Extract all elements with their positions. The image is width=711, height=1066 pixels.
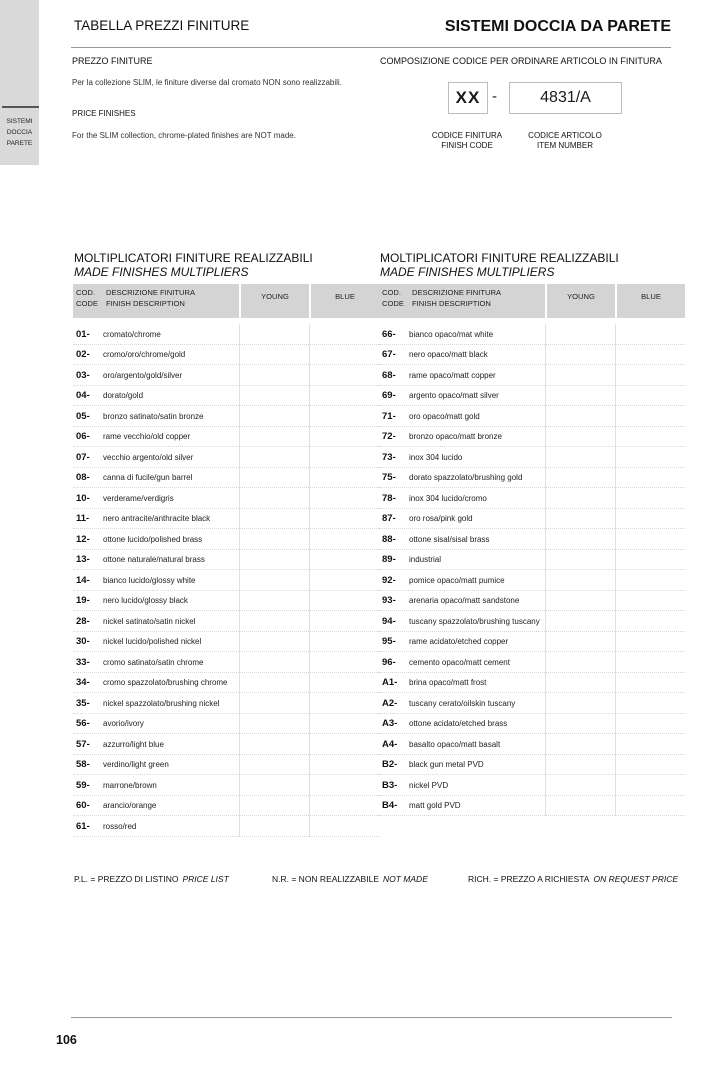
row-young-cell (239, 755, 309, 776)
row-blue-cell (309, 673, 379, 694)
row-code: 66- (382, 328, 396, 340)
row-code: 19- (76, 595, 90, 607)
table-row (73, 652, 379, 673)
row-young-cell (545, 611, 615, 632)
row-description: rame acidato/etched copper (409, 637, 509, 647)
row-code: 13- (76, 554, 90, 566)
row-blue-cell (309, 447, 379, 468)
row-description: cemento opaco/matt cement (409, 657, 510, 667)
row-description: inox 304 lucido (409, 452, 463, 462)
table-row (379, 550, 685, 571)
header-desc: DESCRIZIONE FINITURA FINISH DESCRIPTION (409, 284, 545, 318)
row-description: tuscany spazzolato/brushing tuscany (409, 616, 540, 626)
row-blue-cell (309, 734, 379, 755)
row-blue-cell (615, 796, 685, 817)
table-row (73, 632, 379, 653)
row-description: vecchio argento/old silver (103, 452, 194, 462)
row-blue-cell (309, 427, 379, 448)
row-young-cell (545, 365, 615, 386)
row-code: 08- (76, 472, 90, 484)
finish-code-caption: CODICE FINITURA FINISH CODE (431, 131, 503, 150)
legend-not-made: N.R. = NON REALIZZABILE NOT MADE (272, 874, 428, 884)
row-description: tuscany cerato/oilskin tuscany (409, 698, 516, 708)
row-young-cell (239, 488, 309, 509)
table-row (379, 775, 685, 796)
row-young-cell (545, 775, 615, 796)
header-cod: COD. CODE (73, 284, 103, 318)
table-row (73, 816, 379, 837)
row-description: bronzo satinato/satin bronze (103, 411, 204, 421)
row-code: 04- (76, 390, 90, 402)
row-blue-cell (615, 734, 685, 755)
table-row (379, 796, 685, 817)
row-description: industrial (409, 555, 442, 565)
table-row (73, 755, 379, 776)
row-code: 75- (382, 472, 396, 484)
page-title-right: SISTEMI DOCCIA DA PARETE (444, 18, 671, 35)
composition-heading: COMPOSIZIONE CODICE PER ORDINARE ARTICOLO IN FINITURA (380, 56, 662, 66)
item-number-box: 4831/A (509, 82, 622, 114)
row-code: 95- (382, 636, 396, 648)
row-description: ottone naturale/natural brass (103, 555, 205, 565)
row-young-cell (545, 427, 615, 448)
row-description: canna di fucile/gun barrel (103, 473, 193, 483)
row-young-cell (239, 406, 309, 427)
row-young-cell (239, 796, 309, 817)
table-row (73, 509, 379, 530)
header-young: YOUNG (547, 284, 615, 318)
row-blue-cell (309, 570, 379, 591)
table-row (379, 734, 685, 755)
row-blue-cell (615, 468, 685, 489)
row-description: nickel satinato/satin nickel (103, 616, 196, 626)
row-blue-cell (615, 755, 685, 776)
table-row (379, 468, 685, 489)
row-blue-cell (309, 386, 379, 407)
row-blue-cell (309, 652, 379, 673)
legend-on-request: RICH. = PREZZO A RICHIESTA ON REQUEST PRICE (468, 874, 679, 884)
row-blue-cell (615, 365, 685, 386)
row-young-cell (545, 591, 615, 612)
row-code: 71- (382, 410, 396, 422)
table-row (73, 345, 379, 366)
row-code: 34- (76, 677, 90, 689)
row-blue-cell (615, 509, 685, 530)
row-young-cell (239, 673, 309, 694)
row-description: bronzo opaco/matt bronze (409, 432, 502, 442)
row-code: B2- (382, 759, 398, 771)
row-young-cell (545, 796, 615, 817)
row-code: 89- (382, 554, 396, 566)
table-row (379, 714, 685, 735)
row-blue-cell (309, 529, 379, 550)
row-description: cromo/oro/chrome/gold (103, 350, 186, 360)
header-blue: BLUE (311, 284, 379, 318)
right-table-body (379, 324, 685, 816)
row-description: nero lucido/glossy black (103, 596, 188, 606)
row-young-cell (545, 734, 615, 755)
header-divider (71, 47, 671, 48)
row-code: 07- (76, 451, 90, 463)
right-table-title: MOLTIPLICATORI FINITURE REALIZZABILI MADE FINISHES MULTIPLIERS (380, 251, 619, 279)
row-code: B4- (382, 800, 398, 812)
row-description: oro opaco/matt gold (409, 411, 480, 421)
row-description: dorato/gold (103, 391, 144, 401)
row-code: 01- (76, 328, 90, 340)
row-description: brina opaco/matt frost (409, 678, 487, 688)
row-description: avorio/ivory (103, 719, 144, 729)
table-row (379, 488, 685, 509)
row-code: 10- (76, 492, 90, 504)
row-blue-cell (309, 468, 379, 489)
row-description: verderame/verdigris (103, 493, 174, 503)
row-young-cell (239, 345, 309, 366)
side-tab-label: SISTEMI DOCCIA PARETE (6, 118, 33, 147)
table-row (73, 611, 379, 632)
row-code: 58- (76, 759, 90, 771)
table-row (73, 673, 379, 694)
table-row (379, 632, 685, 653)
row-young-cell (545, 693, 615, 714)
table-row (73, 386, 379, 407)
row-blue-cell (615, 386, 685, 407)
row-young-cell (545, 324, 615, 345)
table-row (379, 529, 685, 550)
table-row (73, 570, 379, 591)
row-young-cell (239, 386, 309, 407)
table-row (379, 427, 685, 448)
table-row (73, 775, 379, 796)
row-young-cell (239, 509, 309, 530)
row-description: bianco opaco/mat white (409, 329, 494, 339)
row-blue-cell (615, 427, 685, 448)
row-code: 87- (382, 513, 396, 525)
row-blue-cell (309, 714, 379, 735)
table-row (379, 570, 685, 591)
header-cod: COD. CODE (379, 284, 409, 318)
table-row (379, 755, 685, 776)
row-young-cell (239, 427, 309, 448)
row-young-cell (545, 652, 615, 673)
table-row (379, 509, 685, 530)
row-description: arenaria opaco/matt sandstone (409, 596, 520, 606)
row-code: 30- (76, 636, 90, 648)
table-row (379, 345, 685, 366)
row-blue-cell (309, 345, 379, 366)
row-description: cromo spazzolato/brushing chrome (103, 678, 228, 688)
row-young-cell (545, 755, 615, 776)
price-finish-text-it: Per la collezione SLIM, le finiture diverse dal cromato NON sono realizzabili. (72, 78, 342, 87)
row-blue-cell (615, 550, 685, 571)
row-young-cell (239, 570, 309, 591)
header-blue: BLUE (617, 284, 685, 318)
table-row (73, 796, 379, 817)
row-blue-cell (309, 365, 379, 386)
row-description: nero antracite/anthracite black (103, 514, 211, 524)
page-title-left: TABELLA PREZZI FINITURE (74, 18, 250, 33)
row-code: 68- (382, 369, 396, 381)
row-code: A4- (382, 738, 398, 750)
row-description: nickel spazzolato/brushing nickel (103, 698, 220, 708)
row-blue-cell (615, 529, 685, 550)
row-code: 02- (76, 349, 90, 361)
table-row (379, 673, 685, 694)
row-code: 69- (382, 390, 396, 402)
table-row (73, 406, 379, 427)
row-code: 11- (76, 513, 90, 525)
table-row (379, 611, 685, 632)
row-code: 72- (382, 431, 396, 443)
row-young-cell (239, 550, 309, 571)
row-young-cell (545, 632, 615, 653)
row-young-cell (545, 570, 615, 591)
table-row (73, 734, 379, 755)
right-table-header (379, 284, 685, 318)
row-blue-cell (615, 714, 685, 735)
header-young: YOUNG (241, 284, 309, 318)
row-young-cell (239, 652, 309, 673)
row-blue-cell (615, 406, 685, 427)
row-description: rame vecchio/old copper (103, 432, 191, 442)
row-young-cell (545, 488, 615, 509)
row-description: cromo satinato/satin chrome (103, 657, 204, 667)
table-row (379, 324, 685, 345)
row-code: 73- (382, 451, 396, 463)
footer-divider (71, 1017, 672, 1018)
row-description: dorato spazzolato/brushing gold (409, 473, 523, 483)
row-description: cromato/chrome (103, 329, 161, 339)
page-number: 106 (56, 1033, 77, 1047)
item-number-caption: CODICE ARTICOLO ITEM NUMBER (528, 131, 602, 150)
table-row (73, 427, 379, 448)
legend-price-list: P.L. = PREZZO DI LISTINO PRICE LIST (74, 874, 229, 884)
row-blue-cell (309, 550, 379, 571)
table-row (73, 591, 379, 612)
row-young-cell (239, 611, 309, 632)
row-code: 14- (76, 574, 90, 586)
row-code: 61- (76, 820, 90, 832)
row-description: oro rosa/pink gold (409, 514, 473, 524)
row-description: oro/argento/gold/silver (103, 370, 183, 380)
row-blue-cell (615, 632, 685, 653)
code-separator: - (492, 88, 497, 105)
row-young-cell (545, 468, 615, 489)
row-code: 05- (76, 410, 90, 422)
row-young-cell (545, 406, 615, 427)
row-young-cell (545, 447, 615, 468)
row-description: rame opaco/matt copper (409, 370, 496, 380)
row-code: 94- (382, 615, 396, 627)
row-blue-cell (615, 693, 685, 714)
price-finish-text-en: For the SLIM collection, chrome-plated finishes are NOT made. (72, 131, 296, 140)
row-description: marrone/brown (103, 780, 157, 790)
row-young-cell (239, 324, 309, 345)
row-blue-cell (309, 406, 379, 427)
row-blue-cell (309, 775, 379, 796)
row-code: 96- (382, 656, 396, 668)
row-blue-cell (309, 509, 379, 530)
row-description: nickel PVD (409, 780, 449, 790)
row-blue-cell (309, 693, 379, 714)
row-young-cell (545, 345, 615, 366)
left-table-body (73, 324, 379, 837)
row-code: 33- (76, 656, 90, 668)
row-blue-cell (309, 632, 379, 653)
row-description: ottone lucido/polished brass (103, 534, 203, 544)
row-young-cell (545, 509, 615, 530)
row-code: B3- (382, 779, 398, 791)
row-code: 92- (382, 574, 396, 586)
row-code: A2- (382, 697, 398, 709)
table-row (73, 714, 379, 735)
row-blue-cell (615, 611, 685, 632)
row-young-cell (239, 365, 309, 386)
table-row (379, 406, 685, 427)
row-description: ottone sisal/sisal brass (409, 534, 490, 544)
row-description: arancio/orange (103, 801, 157, 811)
row-code: 03- (76, 369, 90, 381)
row-blue-cell (615, 447, 685, 468)
row-young-cell (239, 816, 309, 837)
row-young-cell (545, 386, 615, 407)
table-row (73, 550, 379, 571)
row-code: 60- (76, 800, 90, 812)
table-row (73, 447, 379, 468)
table-row (379, 386, 685, 407)
table-row (73, 529, 379, 550)
row-code: 67- (382, 349, 396, 361)
row-blue-cell (309, 488, 379, 509)
row-young-cell (545, 550, 615, 571)
table-row (379, 447, 685, 468)
row-description: argento opaco/matt silver (409, 391, 499, 401)
row-young-cell (239, 714, 309, 735)
left-table-title: MOLTIPLICATORI FINITURE REALIZZABILI MADE FINISHES MULTIPLIERS (74, 251, 313, 279)
header-desc: DESCRIZIONE FINITURA FINISH DESCRIPTION (103, 284, 239, 318)
table-row (73, 468, 379, 489)
row-young-cell (545, 714, 615, 735)
table-row (379, 365, 685, 386)
finish-code-box: XX (448, 82, 488, 114)
price-finish-heading-en: PRICE FINISHES (72, 109, 136, 118)
row-blue-cell (615, 591, 685, 612)
row-blue-cell (309, 591, 379, 612)
row-description: verdino/light green (103, 760, 169, 770)
row-code: 56- (76, 718, 90, 730)
row-description: bianco lucido/glossy white (103, 575, 196, 585)
row-code: A1- (382, 677, 398, 689)
price-finish-heading-it: PREZZO FINITURE (72, 56, 153, 66)
table-row (73, 488, 379, 509)
row-description: rosso/red (103, 821, 137, 831)
row-blue-cell (309, 796, 379, 817)
row-description: ottone acidato/etched brass (409, 719, 508, 729)
row-blue-cell (309, 324, 379, 345)
row-blue-cell (309, 816, 379, 837)
row-code: 28- (76, 615, 90, 627)
row-blue-cell (615, 345, 685, 366)
row-young-cell (239, 693, 309, 714)
row-description: matt gold PVD (409, 801, 461, 811)
row-description: inox 304 lucido/cromo (409, 493, 487, 503)
row-blue-cell (615, 488, 685, 509)
table-row (73, 693, 379, 714)
side-tab-bar (2, 106, 39, 108)
row-blue-cell (309, 755, 379, 776)
row-description: black gun metal PVD (409, 760, 484, 770)
row-young-cell (239, 529, 309, 550)
table-row (73, 365, 379, 386)
table-row (379, 652, 685, 673)
row-young-cell (239, 734, 309, 755)
row-young-cell (239, 775, 309, 796)
row-young-cell (239, 468, 309, 489)
row-description: nickel lucido/polished nickel (103, 637, 202, 647)
row-code: A3- (382, 718, 398, 730)
table-row (379, 591, 685, 612)
row-code: 57- (76, 738, 90, 750)
row-description: azzurro/light blue (103, 739, 164, 749)
row-young-cell (239, 591, 309, 612)
row-code: 12- (76, 533, 90, 545)
row-blue-cell (309, 611, 379, 632)
row-code: 78- (382, 492, 396, 504)
row-description: nero opaco/matt black (409, 350, 488, 360)
row-blue-cell (615, 673, 685, 694)
row-code: 06- (76, 431, 90, 443)
row-code: 88- (382, 533, 396, 545)
row-young-cell (545, 673, 615, 694)
side-tab (0, 0, 39, 165)
row-code: 35- (76, 697, 90, 709)
row-code: 59- (76, 779, 90, 791)
row-blue-cell (615, 652, 685, 673)
row-blue-cell (615, 570, 685, 591)
table-row (73, 324, 379, 345)
row-description: basalto opaco/matt basalt (409, 739, 501, 749)
row-young-cell (239, 632, 309, 653)
row-code: 93- (382, 595, 396, 607)
table-row (379, 693, 685, 714)
row-description: pomice opaco/matt pumice (409, 575, 505, 585)
row-young-cell (545, 529, 615, 550)
row-blue-cell (615, 324, 685, 345)
row-young-cell (239, 447, 309, 468)
row-blue-cell (615, 775, 685, 796)
left-table-header (73, 284, 379, 318)
